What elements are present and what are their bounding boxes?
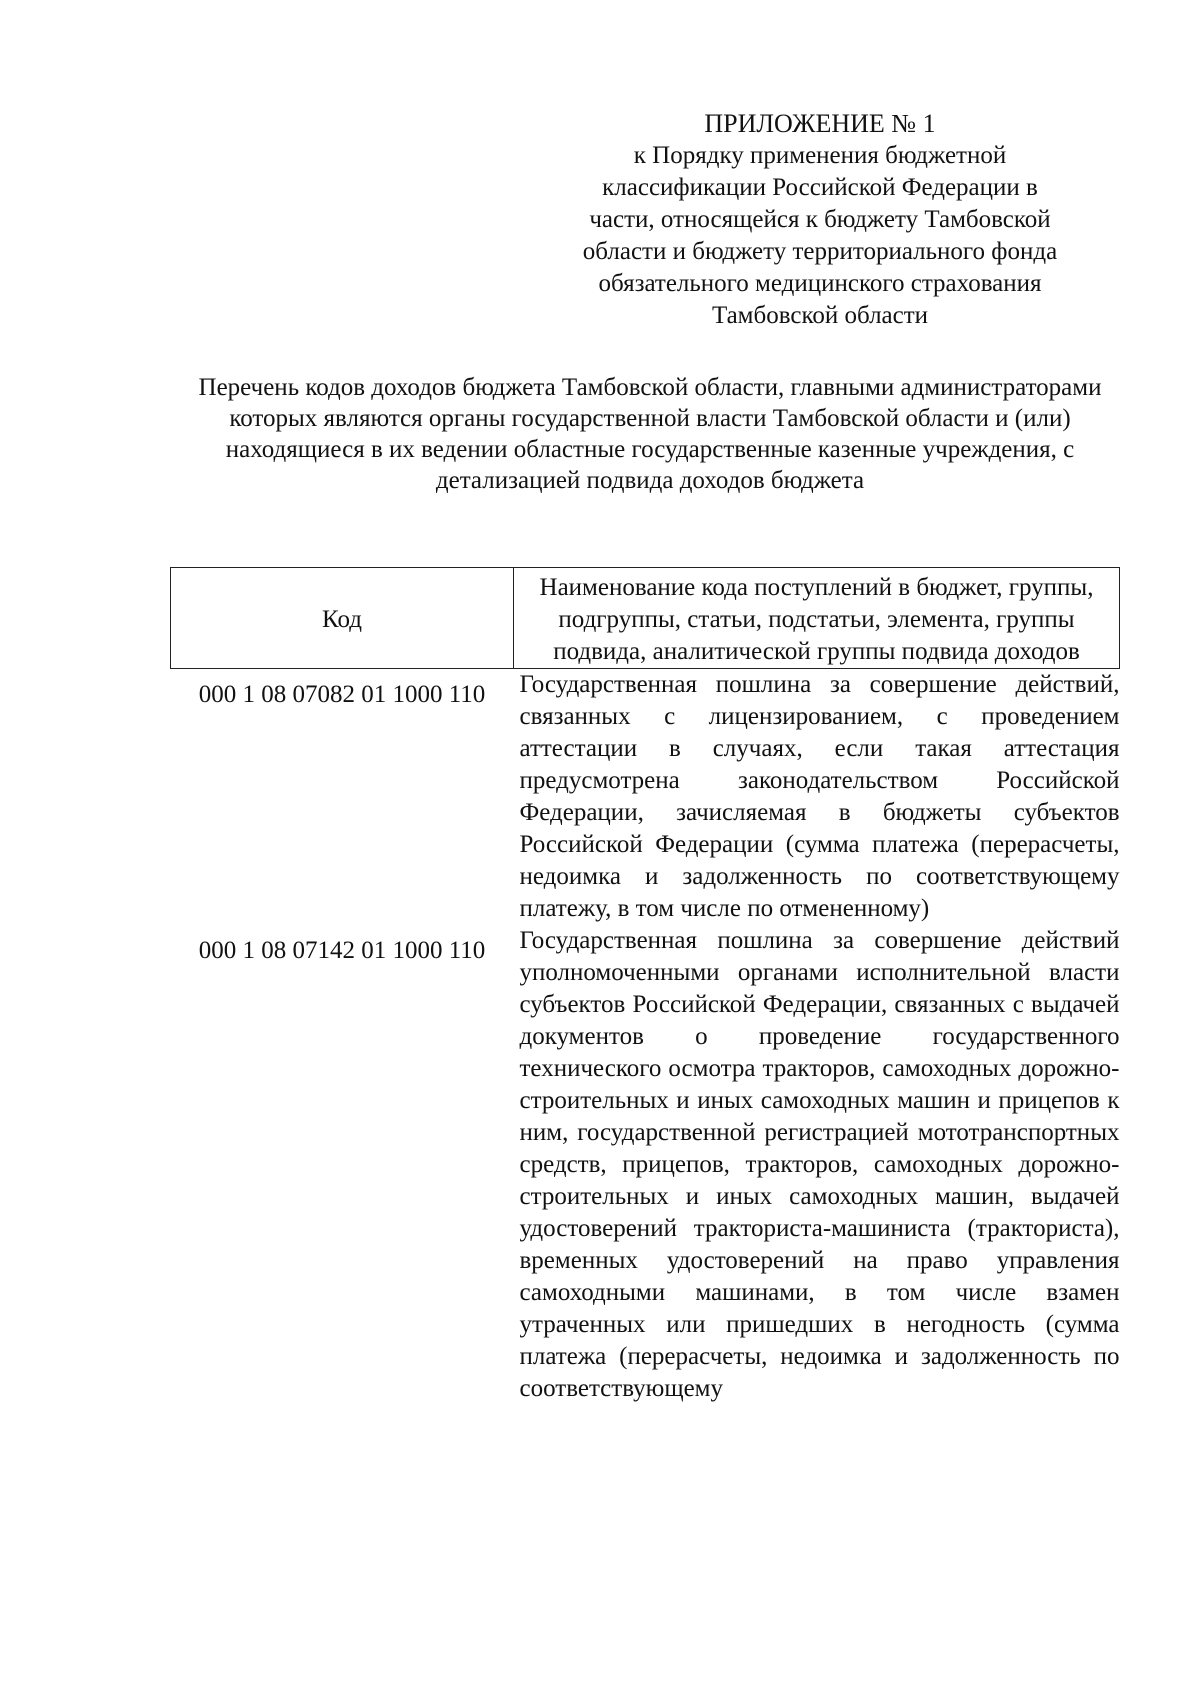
row-name: Государственная пошлина за совершение действий уполномоченными органами исполнительной власти субъектов Российской Федерации, связанных с выдачей документов о проведение государственного технического осмотра тракторов, самоходных дорожно-строительных и иных самоходных машин и прицепов к ним, государственной регистрацией мототранспортных средств, прицепов, тракторов, самоходных дорожно-строительных и иных самоходных машин, выдачей удостоверений тракториста-машиниста (тракториста), временных удостоверений на право управления самоходными машинами, в том числе взамен утраченных или пришедших в негодность (сумма платежа (перерасчеты, недоимка и задолженность по соответствующему: [519, 927, 1120, 1402]
table-header-row: [171, 568, 1120, 669]
appendix-line: области и бюджету территориального фонда: [582, 238, 1058, 265]
appendix-line: обязательного медицинского страхования: [598, 270, 1042, 297]
table-row: [171, 925, 1120, 1405]
header-code: Код: [171, 568, 514, 669]
appendix-line: части, относящейся к бюджету Тамбовской: [589, 206, 1051, 233]
appendix-line: к Порядку применения бюджетной: [633, 142, 1007, 169]
appendix-header: [540, 108, 1100, 332]
appendix-title: ПРИЛОЖЕНИЕ № 1: [704, 109, 936, 138]
appendix-line: классификации Российской Федерации в: [602, 174, 1038, 201]
row-code: 000 1 08 07142 01 1000 110: [198, 937, 486, 964]
document-title: Перечень кодов доходов бюджета Тамбовской области, главными администраторами которых являются органы государственной власти Тамбовской области и (или) находящиеся в их ведении областные государственные казенные учреждения, с детализацией подвида доходов бюджета: [198, 374, 1102, 494]
table-row: [171, 669, 1120, 926]
income-codes-table: [170, 567, 1120, 1405]
appendix-line: Тамбовской области: [711, 302, 929, 329]
row-name: Государственная пошлина за совершение действий, связанных с лицензированием, с проведением аттестации в случаях, если такая аттестация предусмотрена законодательством Российской Федерации, зачисляемая в бюджеты субъектов Российской Федерации (сумма платежа (перерасчеты, недоимка и задолженность по соответствующему платежу, в том числе по отмененному): [519, 671, 1120, 922]
header-name: Наименование кода поступлений в бюджет, группы, подгруппы, статьи, подстатьи, элемента, группы подвида, аналитической группы подвида доходов: [514, 568, 1120, 669]
row-code: 000 1 08 07082 01 1000 110: [198, 681, 486, 708]
